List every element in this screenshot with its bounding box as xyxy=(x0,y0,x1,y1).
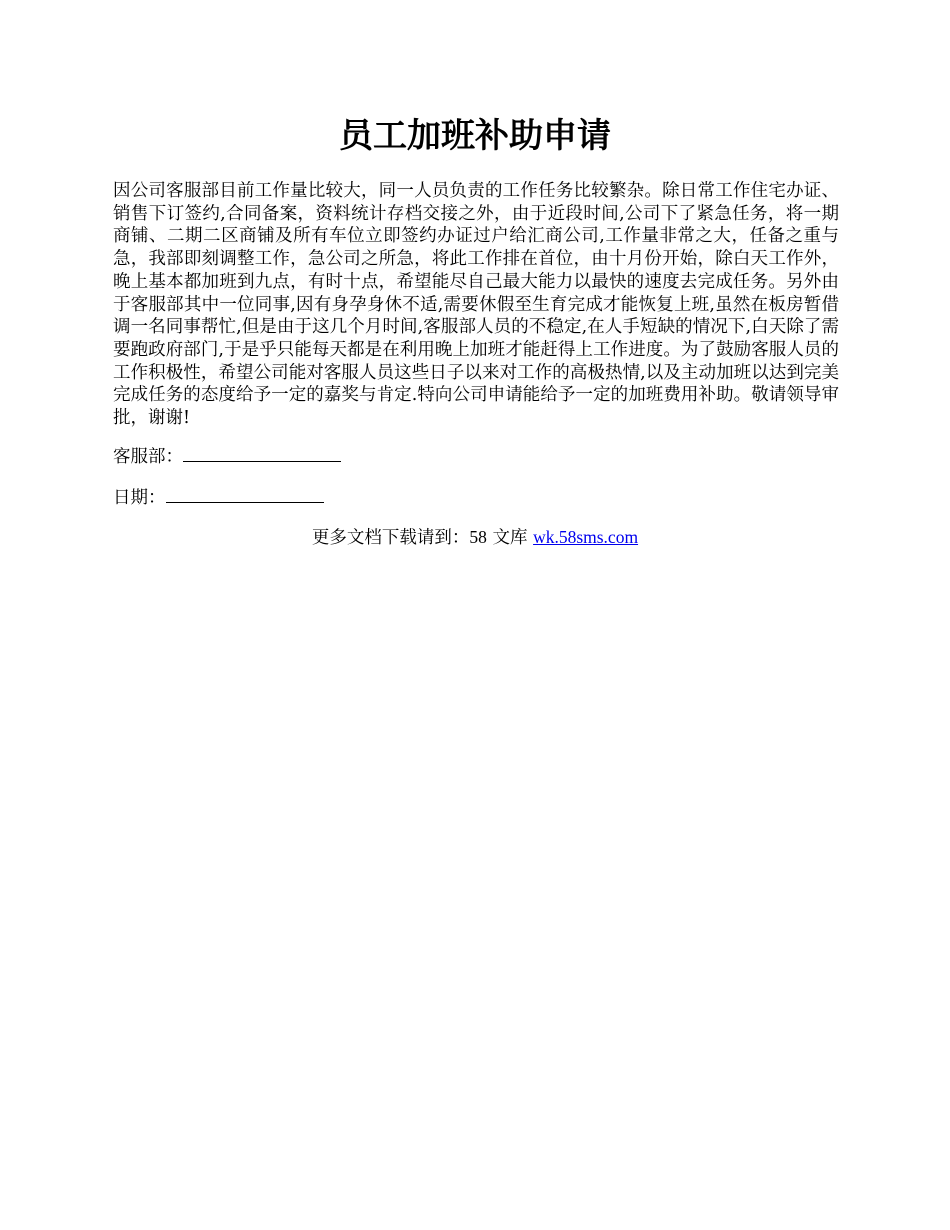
department-blank[interactable] xyxy=(183,443,341,462)
date-label: 日期： xyxy=(113,488,166,508)
footer-site-number: 58 xyxy=(469,527,487,547)
department-signature-line xyxy=(113,443,341,469)
date-blank[interactable] xyxy=(166,484,324,503)
footer-link[interactable]: wk.58sms.com xyxy=(533,527,639,547)
document-body: 因公司客服部目前工作量比较大，同一人员负责的工作任务比较繁杂。除日常工作住宅办证、销售下订签约,合同备案，资料统计存档交接之外，由于近段时间,公司下了紧急任务，将一期商铺、二期二区商铺及所有车位立即签约办证过户给汇商公司,工作量非常之大，任备之重与急，我部即刻调整工作，急公司之所急，将此工作排在首位，由十月份开始，除白天工作外，晚上基本都加班到九点，有时十点，希望能尽自己最大能力以最快的速度去完成任务。另外由于客服部其中一位同事,因有身孕身休不适,需要休假至生育完成才能恢复上班,虽然在板房暂借调一名同事帮忙,但是由于这几个月时间,客服部人员的不稳定,在人手短缺的情况下,白天除了需要跑政府部门,于是乎只能每天都是在利用晚上加班才能赶得上工作进度。为了鼓励客服人员的工作积极性，希望公司能对客服人员这些日子以来对工作的高极热情,以及主动加班以达到完美完成任务的态度给予一定的嘉奖与肯定.特向公司申请能给予一定的加班费用补助。敬请领导审批，谢谢! xyxy=(113,181,839,429)
department-label: 客服部： xyxy=(113,447,183,467)
footer-site-name: 文库 xyxy=(486,528,534,548)
document-title: 员工加班补助申请 xyxy=(339,116,611,156)
date-signature-line xyxy=(113,484,324,510)
footer-note xyxy=(0,525,950,550)
footer-prefix: 更多文档下载请到： xyxy=(311,528,470,548)
